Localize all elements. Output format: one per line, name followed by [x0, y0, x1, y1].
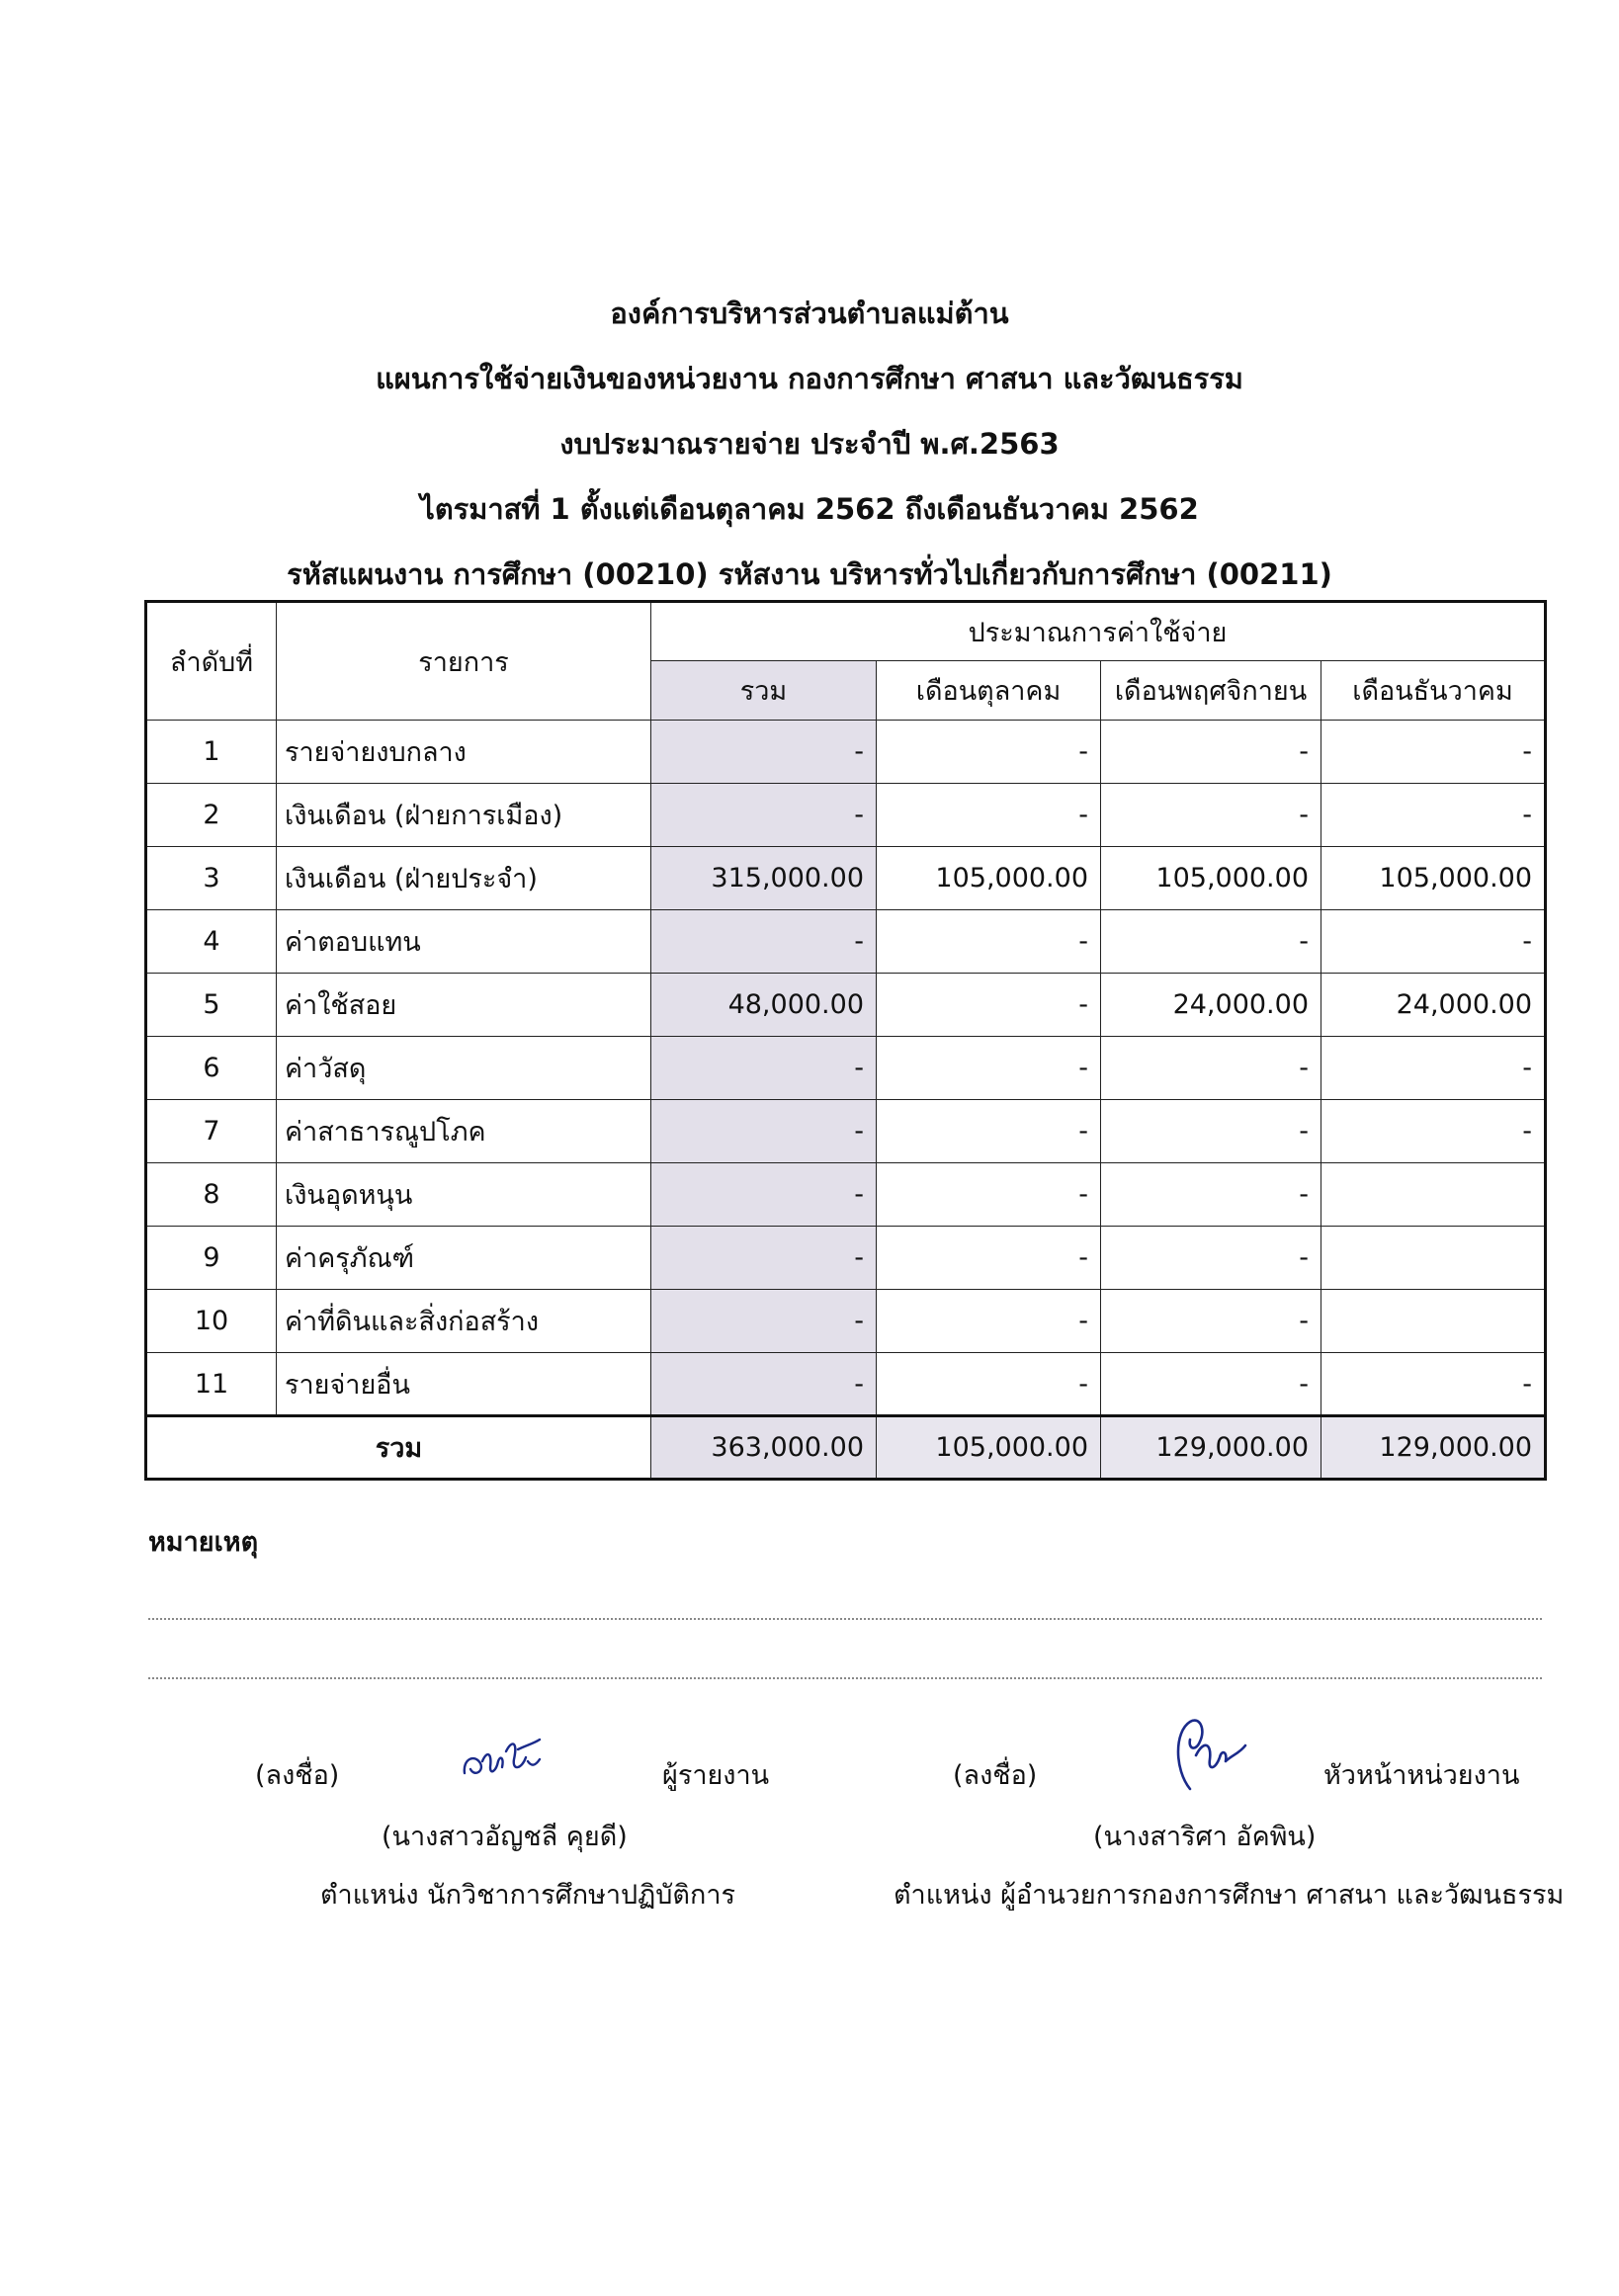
row-total: - [651, 784, 877, 847]
table-row [146, 1353, 1546, 1416]
table-row [146, 974, 1546, 1037]
row-oct: - [877, 1227, 1101, 1290]
row-total: - [651, 1227, 877, 1290]
row-item: เงินอุดหนุน [277, 1163, 651, 1227]
right-sign-prefix: (ลงชื่อ) [953, 1760, 1038, 1791]
row-item: เงินเดือน (ฝ่ายการเมือง) [277, 784, 651, 847]
left-role: ผู้รายงาน [662, 1760, 770, 1791]
table-row [146, 1290, 1546, 1353]
row-dec: 24,000.00 [1321, 974, 1546, 1037]
total-row [146, 1416, 1546, 1480]
row-nov: - [1101, 910, 1321, 974]
quarter-period: ไตรมาสที่ 1 ตั้งแต่เดือนตุลาคม 2562 ถึงเดือนธันวาคม 2562 [420, 492, 1199, 526]
row-nov: - [1101, 721, 1321, 784]
right-signature [1160, 1710, 1259, 1799]
row-nov: - [1101, 1163, 1321, 1227]
row-seq: 11 [146, 1353, 277, 1416]
remarks-label: หมายเหตุ [148, 1527, 259, 1558]
remarks-line [148, 1618, 1542, 1620]
row-dec: - [1321, 1353, 1546, 1416]
row-item: ค่าวัสดุ [277, 1037, 651, 1100]
table-row [146, 847, 1546, 910]
row-seq: 4 [146, 910, 277, 974]
row-nov: - [1101, 1290, 1321, 1353]
header-total: รวม [651, 661, 877, 721]
row-nov: - [1101, 1227, 1321, 1290]
row-total: - [651, 1290, 877, 1353]
row-item: ค่าที่ดินและสิ่งก่อสร้าง [277, 1290, 651, 1353]
row-oct: - [877, 784, 1101, 847]
header-estimate-group: ประมาณการค่าใช้จ่าย [651, 602, 1546, 661]
row-total: - [651, 1100, 877, 1163]
row-oct: - [877, 1037, 1101, 1100]
row-oct: - [877, 1290, 1101, 1353]
row-total: - [651, 721, 877, 784]
row-item: เงินเดือน (ฝ่ายประจำ) [277, 847, 651, 910]
header-seq: ลำดับที่ [146, 602, 277, 721]
row-dec: - [1321, 721, 1546, 784]
total-oct: 105,000.00 [877, 1416, 1101, 1480]
header-oct: เดือนตุลาคม [877, 661, 1101, 721]
document-header [0, 281, 1619, 607]
table-row [146, 784, 1546, 847]
row-dec: - [1321, 1100, 1546, 1163]
row-oct: - [877, 1353, 1101, 1416]
row-nov: - [1101, 784, 1321, 847]
row-dec [1321, 1227, 1546, 1290]
table-row [146, 910, 1546, 974]
header-item: รายการ [277, 602, 651, 721]
budget-table [144, 600, 1547, 1481]
row-oct: - [877, 721, 1101, 784]
right-role: หัวหน้าหน่วยงาน [1323, 1760, 1520, 1791]
row-nov: - [1101, 1037, 1321, 1100]
row-nov: - [1101, 1100, 1321, 1163]
row-oct: 105,000.00 [877, 847, 1101, 910]
left-name: (นางสาวอัญชลี คุยดี) [382, 1822, 628, 1852]
row-seq: 3 [146, 847, 277, 910]
total-sum: 363,000.00 [651, 1416, 877, 1480]
row-item: ค่าสาธารณูปโภค [277, 1100, 651, 1163]
row-item: รายจ่ายงบกลาง [277, 721, 651, 784]
row-dec: - [1321, 1037, 1546, 1100]
plan-codes: รหัสแผนงาน การศึกษา (00210) รหัสงาน บริหารทั่วไปเกี่ยวกับการศึกษา (00211) [287, 557, 1332, 591]
row-oct: - [877, 974, 1101, 1037]
row-dec: 105,000.00 [1321, 847, 1546, 910]
row-nov: 105,000.00 [1101, 847, 1321, 910]
plan-title: แผนการใช้จ่ายเงินของหน่วยงาน กองการศึกษา ศาสนา และวัฒนธรรม [376, 362, 1243, 395]
right-position: ตำแหน่ง ผู้อำนวยการกองการศึกษา ศาสนา และวัฒนธรรม [894, 1880, 1565, 1911]
remarks-line [148, 1677, 1542, 1679]
table-row [146, 1227, 1546, 1290]
row-total: - [651, 1037, 877, 1100]
row-seq: 6 [146, 1037, 277, 1100]
table-row [146, 1163, 1546, 1227]
row-seq: 10 [146, 1290, 277, 1353]
row-item: รายจ่ายอื่น [277, 1353, 651, 1416]
row-total: - [651, 910, 877, 974]
row-total: - [651, 1163, 877, 1227]
left-sign-prefix: (ลงชื่อ) [255, 1760, 340, 1791]
row-total: - [651, 1353, 877, 1416]
header-dec: เดือนธันวาคม [1321, 661, 1546, 721]
left-position: ตำแหน่ง นักวิชาการศึกษาปฏิบัติการ [320, 1880, 735, 1911]
row-dec: - [1321, 910, 1546, 974]
row-total: 48,000.00 [651, 974, 877, 1037]
row-dec [1321, 1163, 1546, 1227]
row-seq: 2 [146, 784, 277, 847]
row-seq: 1 [146, 721, 277, 784]
table-header-row [146, 602, 1546, 661]
budget-year: งบประมาณรายจ่าย ประจำปี พ.ศ.2563 [559, 427, 1060, 461]
row-oct: - [877, 910, 1101, 974]
row-oct: - [877, 1163, 1101, 1227]
total-label: รวม [146, 1416, 651, 1480]
row-seq: 8 [146, 1163, 277, 1227]
table-row [146, 721, 1546, 784]
row-dec [1321, 1290, 1546, 1353]
row-seq: 9 [146, 1227, 277, 1290]
table-row [146, 1100, 1546, 1163]
row-nov: - [1101, 1353, 1321, 1416]
total-nov: 129,000.00 [1101, 1416, 1321, 1480]
org-name: องค์การบริหารส่วนตำบลแม่ต้าน [610, 297, 1009, 330]
table-row [146, 1037, 1546, 1100]
row-seq: 7 [146, 1100, 277, 1163]
left-signature [457, 1732, 546, 1789]
total-dec: 129,000.00 [1321, 1416, 1546, 1480]
row-item: ค่าครุภัณฑ์ [277, 1227, 651, 1290]
row-dec: - [1321, 784, 1546, 847]
row-nov: 24,000.00 [1101, 974, 1321, 1037]
right-name: (นางสาริศา อัคพิน) [1093, 1822, 1317, 1852]
row-total: 315,000.00 [651, 847, 877, 910]
header-nov: เดือนพฤศจิกายน [1101, 661, 1321, 721]
row-item: ค่าตอบแทน [277, 910, 651, 974]
row-seq: 5 [146, 974, 277, 1037]
row-oct: - [877, 1100, 1101, 1163]
row-item: ค่าใช้สอย [277, 974, 651, 1037]
